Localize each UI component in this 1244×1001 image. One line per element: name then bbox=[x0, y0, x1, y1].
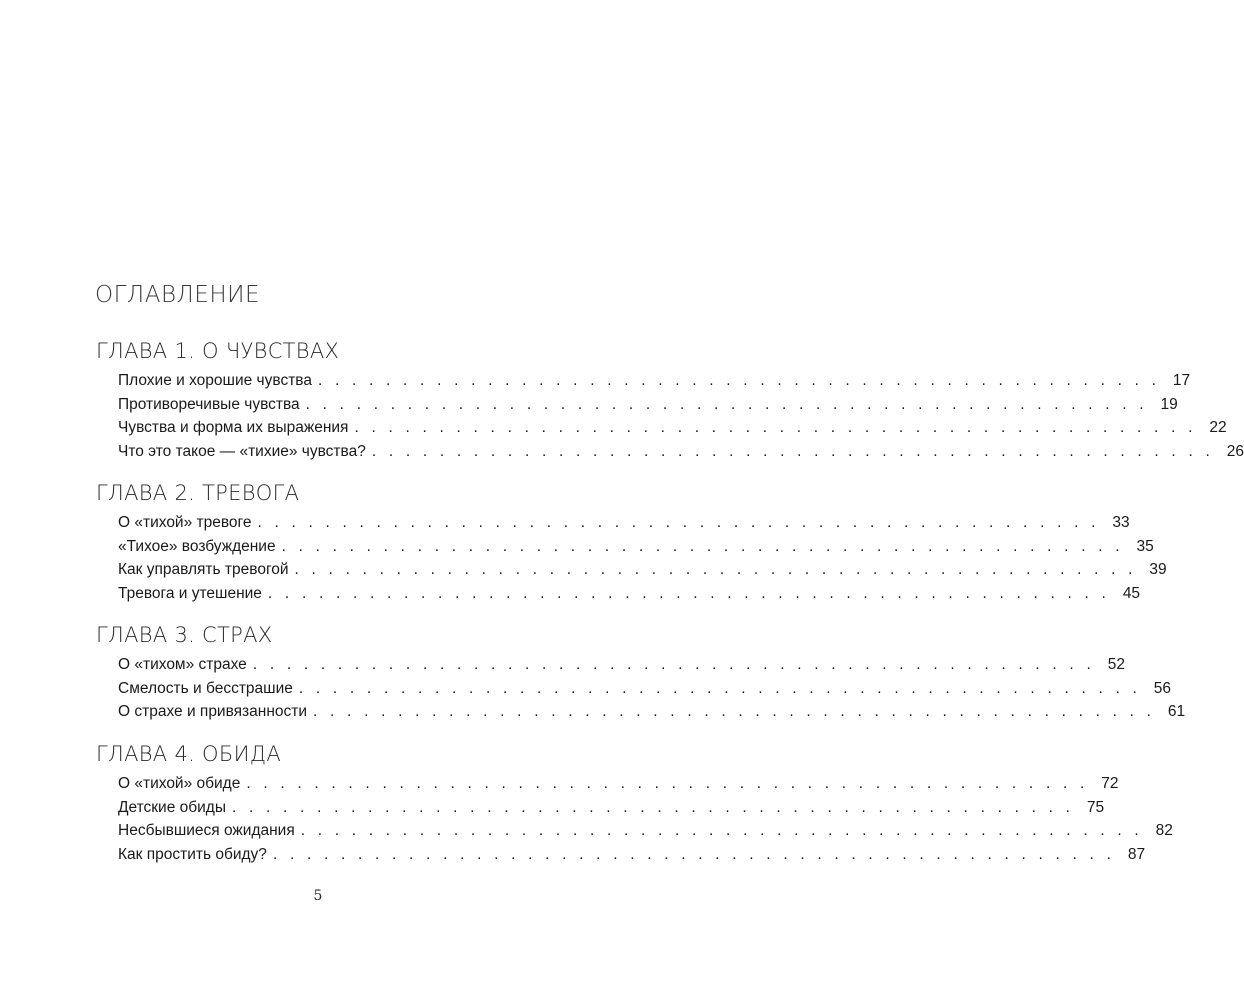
entry-title: «Тихое» возбуждение bbox=[118, 537, 276, 555]
chapter-2 bbox=[96, 481, 1167, 608]
entry-page-number: 26 bbox=[1226, 442, 1244, 460]
entry-title: О «тихом» страхе bbox=[118, 656, 247, 673]
chapter-entries bbox=[118, 775, 1173, 869]
entry-page-number: 39 bbox=[1149, 561, 1167, 578]
entry-page-number: 52 bbox=[1107, 656, 1125, 673]
entry-page-number: 45 bbox=[1122, 584, 1141, 602]
entry-title: О «тихой» обиде bbox=[118, 775, 241, 792]
toc-entry[interactable] bbox=[118, 584, 1141, 609]
chapter-heading: ГЛАВА 2. ТРЕВОГА bbox=[96, 481, 300, 505]
toc-title: ОГЛАВЛЕНИЕ bbox=[95, 282, 261, 308]
toc-entry[interactable] bbox=[118, 372, 1191, 396]
entry-page-number: 17 bbox=[1172, 372, 1191, 389]
toc-entry[interactable] bbox=[118, 419, 1227, 443]
toc-entry[interactable] bbox=[118, 822, 1173, 846]
leader-dots: . . . . . . . . . . . . . . . . . . . . . . . . . . . . . . . . . . . . . . . . . . . . . . . . . . bbox=[300, 822, 1143, 839]
leader-dots: . . . . . . . . . . . . . . . . . . . . . . . . . . . . . . . . . . . . . . . . . . . . . . . . . . bbox=[281, 537, 1124, 555]
toc-entry[interactable] bbox=[118, 395, 1178, 420]
leader-dots: . . . . . . . . . . . . . . . . . . . . . . . . . . . . . . . . . . . . . . . . . . . . . . . . . . bbox=[313, 703, 1156, 720]
entry-page-number: 35 bbox=[1136, 537, 1154, 555]
entry-page-number: 82 bbox=[1155, 822, 1173, 839]
toc-entry[interactable] bbox=[118, 561, 1167, 585]
entry-page-number: 75 bbox=[1086, 798, 1105, 816]
leader-dots: . . . . . . . . . . . . . . . . . . . . . . . . . . . . . . . . . . . . . . . . . . . . . . . . . . bbox=[317, 372, 1161, 389]
chapter-4 bbox=[96, 742, 1173, 869]
chapter-heading: ГЛАВА 4. ОБИДА bbox=[96, 742, 282, 766]
leader-dots: . . . . . . . . . . . . . . . . . . . . . . . . . . . . . . . . . . . . . . . . . . . . . . . . . . bbox=[272, 845, 1116, 863]
entry-title: Что это такое — «тихие» чувства? bbox=[118, 442, 366, 460]
leader-dots: . . . . . . . . . . . . . . . . . . . . . . . . . . . . . . . . . . . . . . . . . . . . . . . . . . bbox=[305, 395, 1148, 413]
entry-title: Плохие и хорошие чувства bbox=[118, 372, 312, 389]
toc-entry[interactable] bbox=[118, 798, 1105, 823]
toc-entry[interactable] bbox=[118, 442, 1244, 467]
chapter-entries bbox=[118, 372, 1244, 466]
entry-page-number: 72 bbox=[1101, 775, 1119, 792]
toc-entry[interactable] bbox=[118, 775, 1119, 799]
entry-title: Несбывшиеся ожидания bbox=[118, 822, 295, 839]
leader-dots: . . . . . . . . . . . . . . . . . . . . . . . . . . . . . . . . . . . . . . . . . . . . . . . . . . bbox=[257, 514, 1100, 531]
toc-entry[interactable] bbox=[118, 537, 1154, 562]
entry-title: Детские обиды bbox=[118, 798, 226, 816]
entry-title: Противоречивые чувства bbox=[118, 395, 300, 413]
toc-entry[interactable] bbox=[118, 514, 1130, 538]
toc-entry[interactable] bbox=[118, 845, 1146, 870]
entry-title: Смелость и бесстрашие bbox=[118, 679, 293, 697]
leader-dots: . . . . . . . . . . . . . . . . . . . . . . . . . . . . . . . . . . . . . . . . . . . . . . . . . . bbox=[371, 442, 1214, 460]
entry-page-number: 87 bbox=[1127, 845, 1146, 863]
entry-title: Как простить обиду? bbox=[118, 845, 267, 863]
leader-dots: . . . . . . . . . . . . . . . . . . . . . . . . . . . . . . . . . . . . . . . . . . . . . . . . . . bbox=[267, 584, 1111, 602]
leader-dots: . . . . . . . . . . . . . . . . . . . . . . . . . . . . . . . . . . . . . . . . . . . . . . . . . . bbox=[232, 798, 1075, 816]
entry-page-number: 33 bbox=[1112, 514, 1130, 531]
entry-page-number: 19 bbox=[1160, 395, 1178, 413]
leader-dots: . . . . . . . . . . . . . . . . . . . . . . . . . . . . . . . . . . . . . . . . . . . . . . . . . . bbox=[298, 679, 1142, 697]
leader-dots: . . . . . . . . . . . . . . . . . . . . . . . . . . . . . . . . . . . . . . . . . . . . . . . . . . bbox=[246, 775, 1089, 792]
entry-page-number: 22 bbox=[1209, 419, 1227, 436]
page-number: 5 bbox=[313, 888, 323, 904]
entry-title: Чувства и форма их выражения bbox=[118, 419, 349, 436]
leader-dots: . . . . . . . . . . . . . . . . . . . . . . . . . . . . . . . . . . . . . . . . . . . . . . . . . . bbox=[354, 419, 1197, 436]
chapter-1 bbox=[96, 339, 1244, 466]
entry-page-number: 56 bbox=[1153, 679, 1172, 697]
entry-title: О страхе и привязанности bbox=[118, 703, 308, 720]
chapter-heading: ГЛАВА 3. СТРАХ bbox=[96, 623, 273, 647]
chapter-3 bbox=[96, 623, 1186, 727]
entry-title: Как управлять тревогой bbox=[118, 561, 289, 578]
toc-entry[interactable] bbox=[118, 656, 1125, 680]
toc-entry[interactable] bbox=[118, 679, 1172, 704]
toc-entry[interactable] bbox=[118, 703, 1186, 727]
chapter-entries bbox=[118, 514, 1167, 608]
entry-title: О «тихой» тревоге bbox=[118, 514, 252, 531]
entry-title: Тревога и утешение bbox=[118, 584, 262, 602]
chapter-heading: ГЛАВА 1. О ЧУВСТВАХ bbox=[96, 339, 340, 363]
leader-dots: . . . . . . . . . . . . . . . . . . . . . . . . . . . . . . . . . . . . . . . . . . . . . . . . . . bbox=[252, 656, 1095, 673]
chapter-entries bbox=[118, 656, 1186, 727]
leader-dots: . . . . . . . . . . . . . . . . . . . . . . . . . . . . . . . . . . . . . . . . . . . . . . . . . . bbox=[294, 561, 1137, 578]
entry-page-number: 61 bbox=[1167, 703, 1186, 720]
